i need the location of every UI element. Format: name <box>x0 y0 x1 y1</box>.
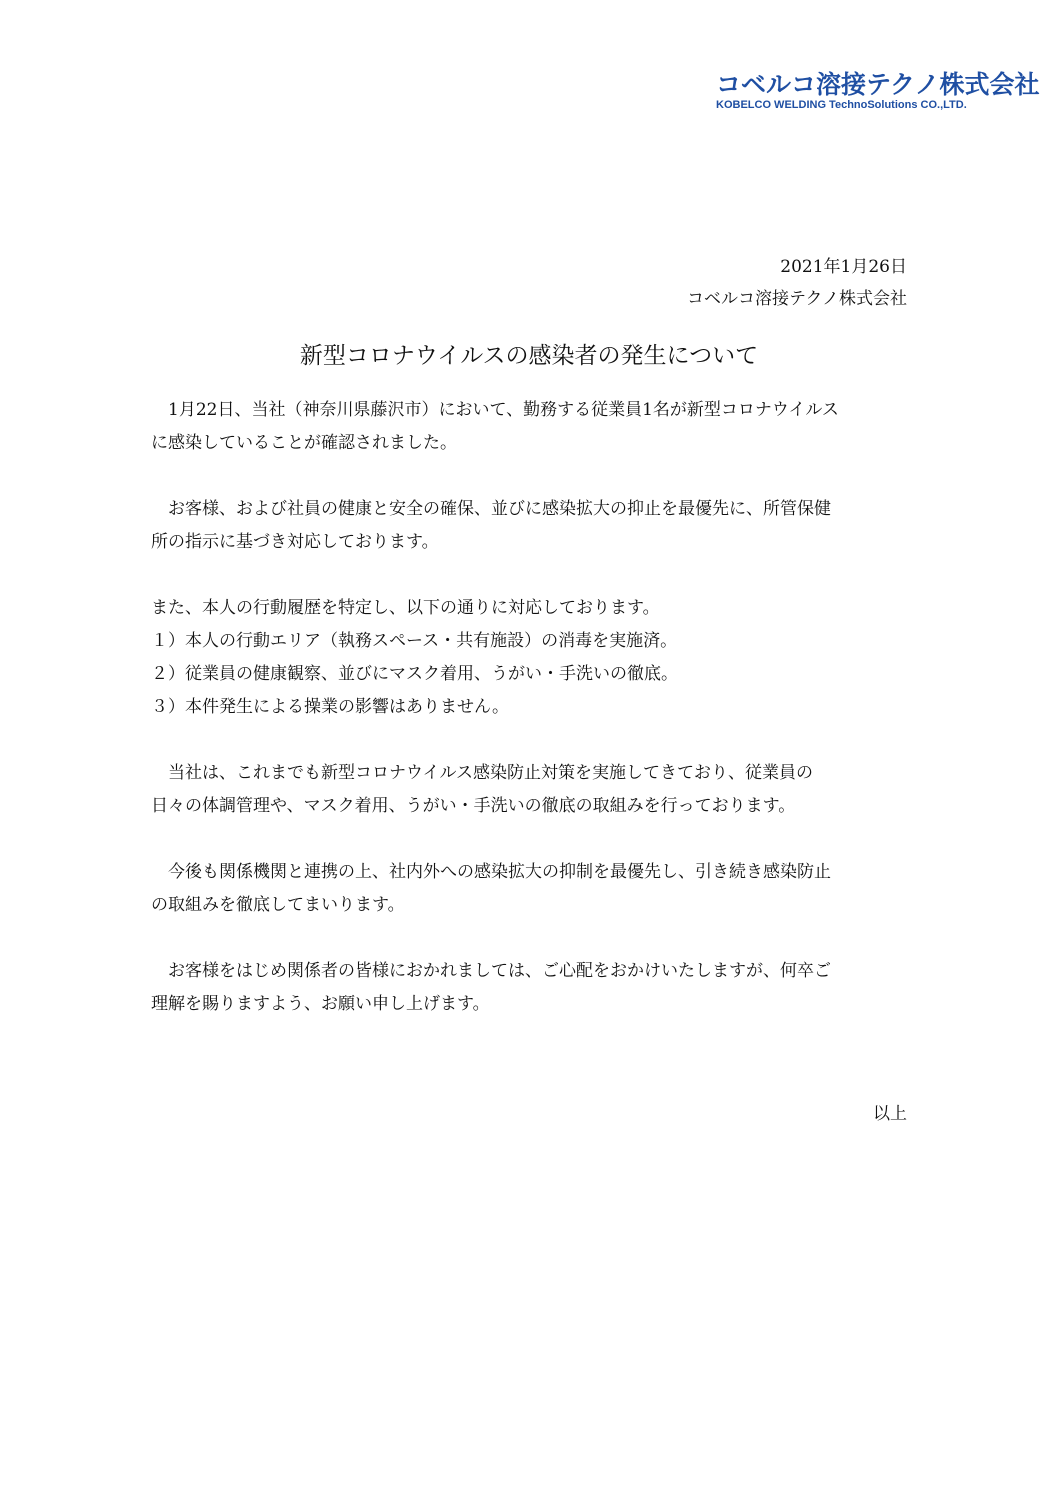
action-item-1: １）本人の行動エリア（執務スペース・共有施設）の消毒を実施済。 <box>151 631 678 651</box>
action-item-3: ３）本件発生による操業の影響はありません。 <box>151 697 510 717</box>
paragraph-6-line-2: 理解を賜りますよう、お願い申し上げます。 <box>151 994 490 1014</box>
paragraph-4-line-1: 当社は、これまでも新型コロナウイルス感染防止対策を実施してきており、従業員の <box>151 763 813 783</box>
document-body <box>151 394 911 1054</box>
document-title: 新型コロナウイルスの感染者の発生について <box>299 343 759 369</box>
logo-main-text: コベルコ溶接テクノ株式会社 <box>716 71 1040 99</box>
paragraph-1-line-1: 1月22日、当社（神奈川県藤沢市）において、勤務する従業員1名が新型コロナウイルス <box>151 400 839 420</box>
paragraph-5-line-2: の取組みを徹底してまいります。 <box>151 895 405 915</box>
paragraph-1-line-2: に感染していることが確認されました。 <box>151 433 457 453</box>
paragraph-2-line-2: 所の指示に基づき対応しております。 <box>151 532 439 552</box>
logo-sub-text: KOBELCO WELDING TechnoSolutions CO.,LTD. <box>716 99 967 111</box>
paragraph-6-line-1: お客様をはじめ関係者の皆様におかれましては、ご心配をおかけいたしますが、何卒ご <box>151 961 831 981</box>
closing-mark: 以上 <box>873 1104 907 1124</box>
issuer-company: コベルコ溶接テクノ株式会社 <box>687 289 907 309</box>
paragraph-5-line-1: 今後も関係機関と連携の上、社内外への感染拡大の抑制を最優先し、引き続き感染防止 <box>151 862 831 882</box>
paragraph-1 <box>151 394 911 460</box>
paragraph-6 <box>151 955 911 1021</box>
company-logo <box>716 71 1040 112</box>
document-date: 2021年1月26日 <box>780 257 907 277</box>
action-item-2: ２）従業員の健康観察、並びにマスク着用、うがい・手洗いの徹底。 <box>151 664 678 684</box>
paragraph-5 <box>151 856 911 922</box>
paragraph-2 <box>151 493 911 559</box>
paragraph-3-intro: また、本人の行動履歴を特定し、以下の通りに対応しております。 <box>151 598 660 618</box>
paragraph-4 <box>151 757 911 823</box>
paragraph-3 <box>151 592 911 724</box>
paragraph-4-line-2: 日々の体調管理や、マスク着用、うがい・手洗いの徹底の取組みを行っております。 <box>151 796 796 816</box>
paragraph-2-line-1: お客様、および社員の健康と安全の確保、並びに感染拡大の抑止を最優先に、所管保健 <box>151 499 831 519</box>
